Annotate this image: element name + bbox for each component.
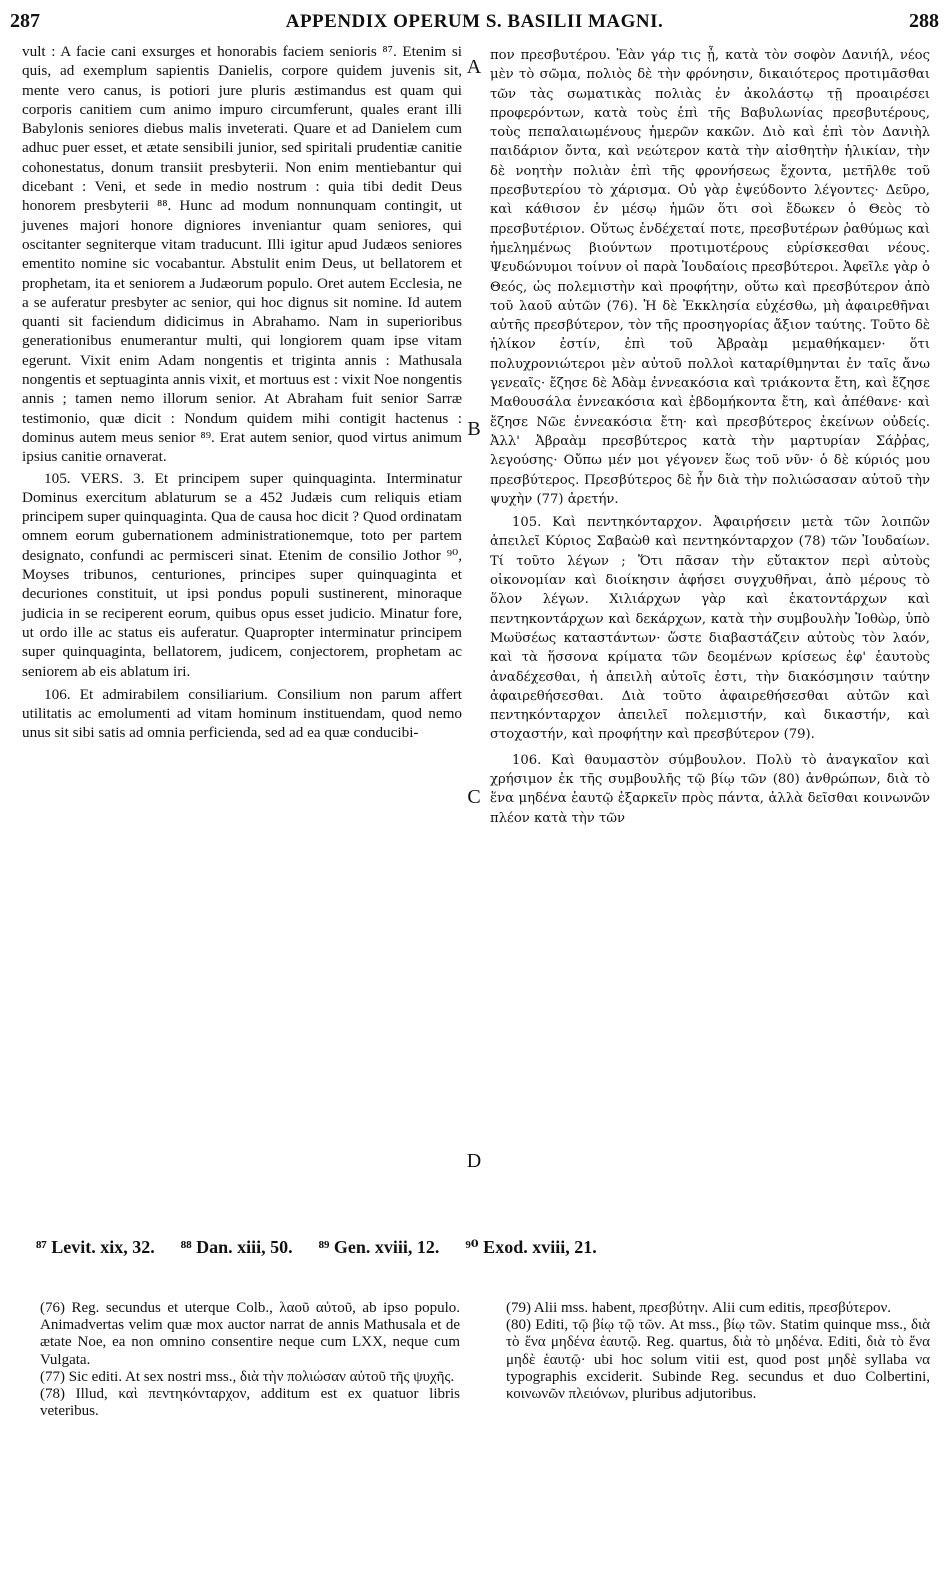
reference-item: ⁸⁹ Gen. xviii, 12. xyxy=(318,1237,440,1257)
greek-paragraph-105: 105. Καὶ πεντηκόνταρχον. Ἀφαιρήσειν μετὰ τῶν λοιπῶν ἀπειλεῖ Κύριος Σαβαὼθ καὶ πεντηκόνταρχον (78) τῶν Ἰουδαίων. Τί τοῦτο λέγων ; Ὅτι πᾶσαν τὴν εὔτακτον περὶ αὐτοὺς οἰκονομίαν καὶ διοίκησιν ἀφήσει συγχυθῆναι, ἀπὸ μέρους τὸ ὅλον λέγων. Χιλιάρχων γὰρ καὶ ἑκατοντάρχων καὶ πεντηκοντάρχων καὶ δεκάρχων, κατὰ τὴν συμβουλὴν Ἰοθὼρ, ὑπὸ Μωϋσέως καταστάντων· ὥστε διαβαστάζειν αὐτοὺς τὸν λαόν, καὶ τὰ ἥσσονα κρίματα τῶν δεομένων κρίσεως ἐφ' ἑαυτοὺς ἀναδέχεσθαι, ἡ ἀπειλὴ αὐτοῖς ἐστι, τὴν διακόσμησιν ταύτην ἀφαιρεθήσεσθαι. Διὰ τοῦτο ἀφαιρεθήσεσθαι αὐτῶν καὶ πεντηκόνταρχον ἀπειλεῖ πολεμιστήν, καὶ δικαστήν, καὶ στοχαστήν, καὶ προφήτην καὶ πρεσβύτερον (79). xyxy=(490,515,930,743)
greek-column xyxy=(490,46,930,828)
latin-paragraph-1: vult : A facie cani exsurges et honorabis faciem senioris ⁸⁷. Etenim si quis, ad exemplum sapientis Danielis, corpore quidem juvenis sit, mente vero canus, is potiori jure pluris æstimandus est quam qui corporis canitiem cum animo impuro circumferunt, quales erant illi Babylonis seniores diebus malis inveterati. Quare et ad Danielem cum adhuc puer esset, et ætate sensibili junior, sed spiritali prudentiæ canitie cohonestatus, donum transiit presbyterii. Non enim mentiebantur qui dicebant : Veni, et sede in medio nostrum : quia tibi dedit Deus honorem presbyterii ⁸⁸. Hunc ad modum nonnunquam contingit, ut juvenes majori honore digniores inveniantur quam seniores, qui oscitanter segniterque vitam traducunt. Illi igitur apud Judæos seniores ementito nomine sic vocabantur. Abstulit enim Deus, ut bellatorem et prophetam, ita et seniorem a Judæorum populo. Oret autem Ecclesia, ne a se auferatur presbyter ac senior, qui hoc dignus sit nomine. Id autem quanti sit faciendum didicimus in Abrahamo. Nam in superioribus generationibus enumerantur multi, qui longiorem quam ipse vitam egerunt. Vixit enim Adam nongentis et triginta annis : Mathusala nongentis et septuaginta annis vixit, et mortuus est : vixit Noe nongentis annis ; tamen nemo illorum senior. At Abraham fuit senior Sarræ testimonio, quæ dicit : Nondum quidem mihi contigit hactenus : dominus autem meus senior ⁸⁹. Erat autem senior, quod virtus animum ipsius canitie ornaverat. xyxy=(22,43,462,466)
reference-item: ⁹⁰ Exod. xviii, 21. xyxy=(465,1237,597,1257)
right-page-number: 288 xyxy=(909,10,939,32)
column-marker-d: D xyxy=(466,1150,482,1172)
page-header xyxy=(10,10,939,36)
column-marker-b: B xyxy=(467,418,481,440)
footnote-76: (76) Reg. secundus et uterque Colb., λαοῦ αὐτοῦ, ab ipso populo. Animadvertas velim quæ mox auctor narrat de annis Mathusala et de ætate Noe, ea non omnino consentire neque cum LXX, neque cum Vulgata. xyxy=(40,1300,460,1368)
footnotes-left xyxy=(40,1300,460,1420)
scripture-references xyxy=(36,1237,936,1258)
latin-column xyxy=(22,42,462,743)
reference-item: ⁸⁸ Dan. xiii, 50. xyxy=(180,1237,293,1257)
footnote-78: (78) Illud, καὶ πεντηκόνταρχον, additum est ex quatuor libris veteribus. xyxy=(40,1386,460,1420)
latin-paragraph-106: 106. Et admirabilem consiliarium. Consilium non parum affert utilitatis ac emolumenti ad vitam hominum instituendam, quod nemo unus sit sibi satis ad omnia perficienda, sed ad ea quæ conducibi- xyxy=(22,685,462,742)
footnote-80: (80) Editi, τῷ βίῳ τῷ τῶν. At mss., βίῳ τῶν. Statim quinque mss., διὰ τὸ ἕνα μηδένα ἑαυτῷ. Reg. quartus, διὰ τὸ μηδένα. Editi, διὰ τὸ ἕνα μηδὲ ἑαυτῷ· ubi hoc solum vitii est, quod post μηδὲ syllaba να typographis exciderit. Subinde Reg. secundus et duo Colbertini, κοινωνῶν πλειόνων, pluribus adjutoribus. xyxy=(506,1317,930,1403)
reference-item: ⁸⁷ Levit. xix, 32. xyxy=(36,1237,155,1257)
greek-paragraph-1: πον πρεσβυτέρου. Ἐὰν γάρ τις ᾖ, κατὰ τὸν σοφὸν Δανιήλ, νέος μὲν τὸ σῶμα, πολιὸς δὲ τὴν φρόνησιν, δικαιότερος προτιμᾶσθαι τῶν τὰς σωματικὰς πολιὰς ἐν ἀκολάστῳ τῇ προαιρέσει προφερόντων, κατὰ τοὺς ἐπὶ τῆς Βαβυλωνίας πρεσβυτέρους, τοὺς πεπαλαιωμένους ἡμερῶν κακῶν. Διὸ καὶ ἐπὶ τὸν Δανιὴλ παιδάριον ὄντα, καὶ νεώτερον κατὰ τὴν αἰσθητὴν ἡλικίαν, τὴν δὲ νοητὴν πολιὰν ἐπὶ τῆς φρονήσεως ἔχοντα, μετῆλθε τοῦ πρεσβυτερίου τὸ χάρισμα. Οὐ γὰρ ἐψεύδοντο λέγοντες· Δεῦρο, καὶ κάθισον ἐν μέσῳ ἡμῶν ὅτι σοὶ ἔδωκεν ὁ Θεὸς τὸ πρεσβυτέριον. Οὕτως ἐνδέχεταί ποτε, πρεσβυτέρων ῥαθύμως καὶ ἠμελημένως βιούντων προτιμοτέρους εὑρίσκεσθαι νέους. Ψευδώνυμοι τοίνυν οἱ παρὰ Ἰουδαίοις πρεσβύτεροι. Ἀφεῖλε γὰρ ὁ Θεός, ὡς πολεμιστὴν καὶ προφήτην, οὕτω καὶ πρεσβύτερον ἀπὸ τοῦ λαοῦ αὐτῶν (76). Ἡ δὲ Ἐκκλησία εὐχέσθω, μὴ ἀφαιρεθῆναι αὐτῆς πρεσβύτερον, τὸν τῆς προσηγορίας ἄξιον ταύτης. Τοῦτο δὲ ἡλίκον ἐστίν, ἐπὶ τοῦ Ἀβραὰμ μεμαθήκαμεν· ὅτι πολυχρονιώτεροι μὲν αὐτοῦ πολλοὶ καταρίθμηνται ἐν ταῖς ἄνω γενεαῖς· ἔζησε δὲ Ἀδὰμ ἐννεακόσια καὶ τριάκοντα ἔτη, καὶ ἔζησε Μαθουσάλα ἐννεακόσια καὶ ἑβδομήκοντα ἔτη, καὶ ἀπέθανε· καὶ ἔζησε Νῶε ἐννεακόσια ἔτη· καὶ πρεσβύτερος ἐκείνων οὐδείς. Ἀλλ' Ἀβραὰμ πρεσβύτερος κατὰ τὴν μαρτυρίαν Σάῤῥας, λεγούσης· Οὔπω μέν μοι γέγονεν ἕως τοῦ νῦν· ὁ δὲ κύριός μου πρεσβύτερος. Πρεσβύτερος δὲ ἦν διὰ τὴν πολιώσασαν αὐτοῦ τὴν ψυχὴν (77) ἀρετήν. xyxy=(490,48,930,507)
greek-paragraph-106: 106. Καὶ θαυμαστὸν σύμβουλον. Πολὺ τὸ ἀναγκαῖον καὶ χρήσιμον ἐκ τῆς συμβουλῆς τῷ βίῳ τῶν (80) ἀνθρώπων, διὰ τὸ ἕνα μηδένα ἑαυτῷ ἐξαρκεῖν πρὸς πάντα, ἀλλὰ δεῖσθαι κοινωνῶν πλέον κατὰ τὴν τῶν xyxy=(490,752,930,826)
footnote-77: (77) Sic editi. At sex nostri mss., διὰ τὴν πολιώσαν αὐτοῦ τῆς ψυχῆς. xyxy=(40,1368,455,1385)
left-page-number: 287 xyxy=(10,10,40,32)
footnotes-right xyxy=(506,1300,930,1403)
column-marker-a: A xyxy=(466,56,482,78)
column-marker-c: C xyxy=(467,786,481,808)
latin-paragraph-105: 105. VERS. 3. Et principem super quinquaginta. Interminatur Dominus exercitum ablaturum se a 452 Judæis cum reliquis etiam principem super quinquaginta. Qua de causa hoc dicit ? Quod ordinatam omnem eorum gubernationem administrationemque, toto per partem designato, confundi ac permisceri sinat. Etenim de consilio Jothor ⁹⁰, Moyses tribunos, centuriones, principes super quinquaginta et decuriones constituit, ut ipsi pondus populi sustinerent, minoraque judicia in se reciperent eorum, quibus opus esset judicio. Minatur fore, ut ordo ille ac status eis auferatur. Quapropter interminatur principem super quinquaginta, bellatorem, judicem, conjectorem, prophetam ac seniorem ab eis ablatum iri. xyxy=(22,469,462,680)
running-title: APPENDIX OPERUM S. BASILII MAGNI. xyxy=(285,11,664,32)
footnote-79: (79) Alii mss. habent, πρεσβύτην. Alii cum editis, πρεσβύτερον. xyxy=(506,1300,891,1316)
